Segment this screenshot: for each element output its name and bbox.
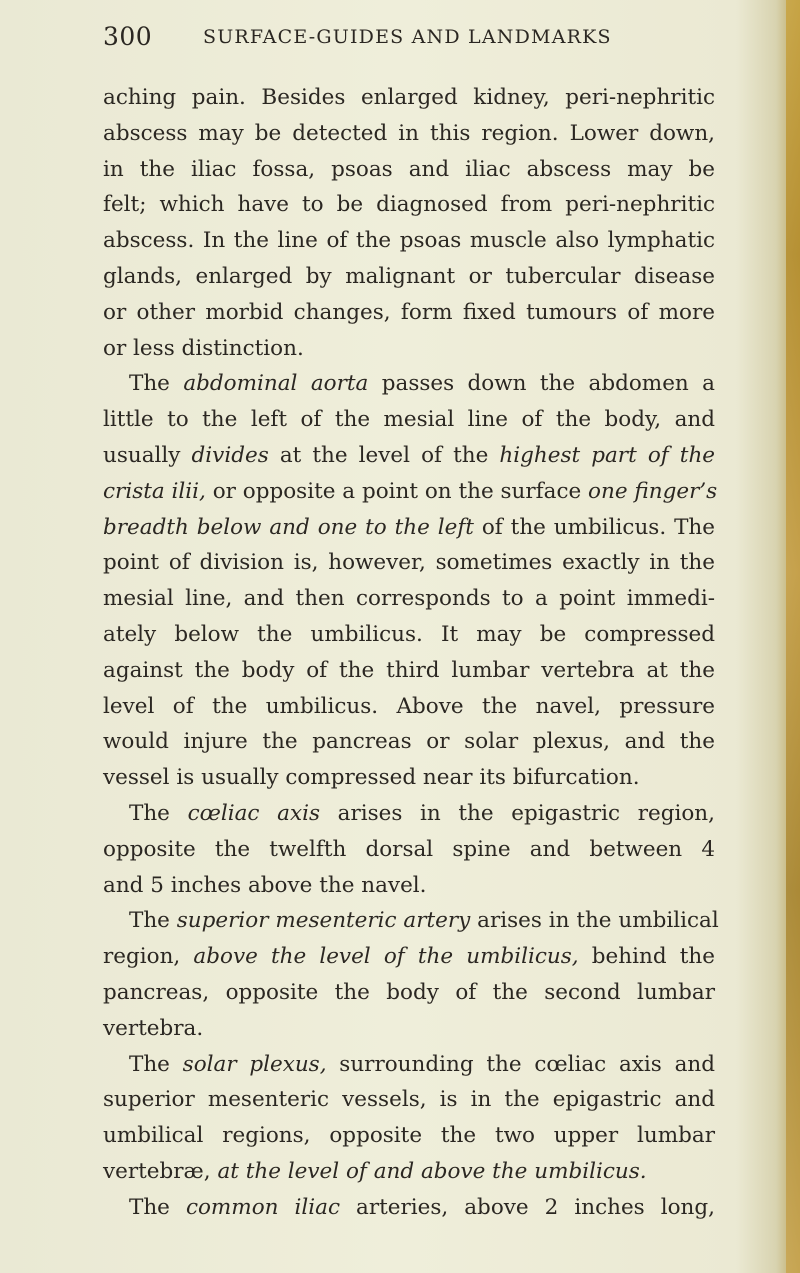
text-line: or other morbid changes, form fixed tumours of more	[103, 299, 715, 325]
text-line: breadth below and one to the left of the umbilicus. The	[103, 514, 716, 540]
text-line: umbilical regions, opposite the two upper lumbar	[103, 1123, 715, 1149]
text-line: mesial line, and then corresponds to a point immedi-	[103, 586, 715, 612]
text-line: vertebra.	[103, 1015, 204, 1041]
italic-term: abdominal aorta	[183, 371, 369, 397]
text-line: The common iliac arteries, above 2 inches long,	[129, 1194, 715, 1220]
text-line: little to the left of the mesial line of the body, and	[103, 407, 715, 433]
italic-term: solar plexus,	[182, 1051, 327, 1077]
italic-term: divides	[191, 442, 269, 468]
text-line: in the iliac fossa, psoas and iliac abscess may be	[103, 156, 715, 182]
text-line: The cœliac axis arises in the epigastric region,	[129, 800, 715, 826]
text-line: glands, enlarged by malignant or tubercular disease	[103, 263, 715, 289]
italic-term: one finger’s	[588, 478, 718, 504]
italic-term: common iliac	[185, 1194, 340, 1220]
text-line: aching pain. Besides enlarged kidney, peri-nephritic	[103, 85, 715, 110]
text-line: point of division is, however, sometimes exactly in the	[103, 550, 715, 576]
text-line: against the body of the third lumbar vertebra at the	[103, 657, 715, 683]
text-line: usually divides at the level of the highest part of the	[103, 442, 716, 468]
text-line: opposite the twelfth dorsal spine and between 4	[103, 836, 715, 862]
text-line: vessel is usually compressed near its bifurcation.	[103, 765, 640, 791]
page-number: 300	[103, 22, 153, 51]
italic-term: cœliac axis	[187, 800, 320, 826]
text-line: or less distinction.	[103, 335, 304, 361]
text-line: The solar plexus, surrounding the cœliac axis and	[129, 1051, 715, 1077]
italic-term: above the level of the umbilicus,	[193, 944, 579, 970]
text-line: vertebræ, at the level of and above the umbilicus.	[103, 1158, 647, 1184]
italic-term: at the level of and above the umbilicus.	[217, 1158, 647, 1184]
page-header	[103, 22, 723, 62]
text-line: ately below the umbilicus. It may be compressed	[103, 621, 715, 647]
italic-term: highest part of the	[499, 442, 716, 468]
text-line: region, above the level of the umbilicus, behind the	[103, 944, 715, 970]
text-line: level of the umbilicus. Above the navel, pressure	[103, 693, 715, 719]
italic-term: crista ilii,	[103, 478, 206, 504]
text-line: abscess. In the line of the psoas muscle also lymphatic	[103, 228, 715, 254]
page-edge-binding	[786, 0, 800, 1273]
text-line: The abdominal aorta passes down the abdomen a	[129, 371, 715, 397]
text-line: and 5 inches above the navel.	[103, 872, 427, 898]
italic-term: superior mesenteric artery	[176, 908, 471, 934]
running-head: SURFACE-GUIDES AND LANDMARKS	[203, 26, 612, 48]
text-line: would injure the pancreas or solar plexus, and the	[103, 729, 715, 755]
body-text	[103, 80, 719, 1226]
text-line: pancreas, opposite the body of the second lumbar	[103, 979, 715, 1005]
text-line: crista ilii, or opposite a point on the surface one finger’s	[103, 478, 718, 504]
italic-term: breadth below and one to the left	[103, 514, 474, 540]
text-line: abscess may be detected in this region. Lower down,	[103, 120, 715, 146]
text-line: The superior mesenteric artery arises in the umbilical	[129, 908, 719, 934]
text-line: superior mesenteric vessels, is in the epigastric and	[103, 1087, 715, 1113]
text-line: felt; which have to be diagnosed from peri-nephritic	[103, 192, 715, 218]
